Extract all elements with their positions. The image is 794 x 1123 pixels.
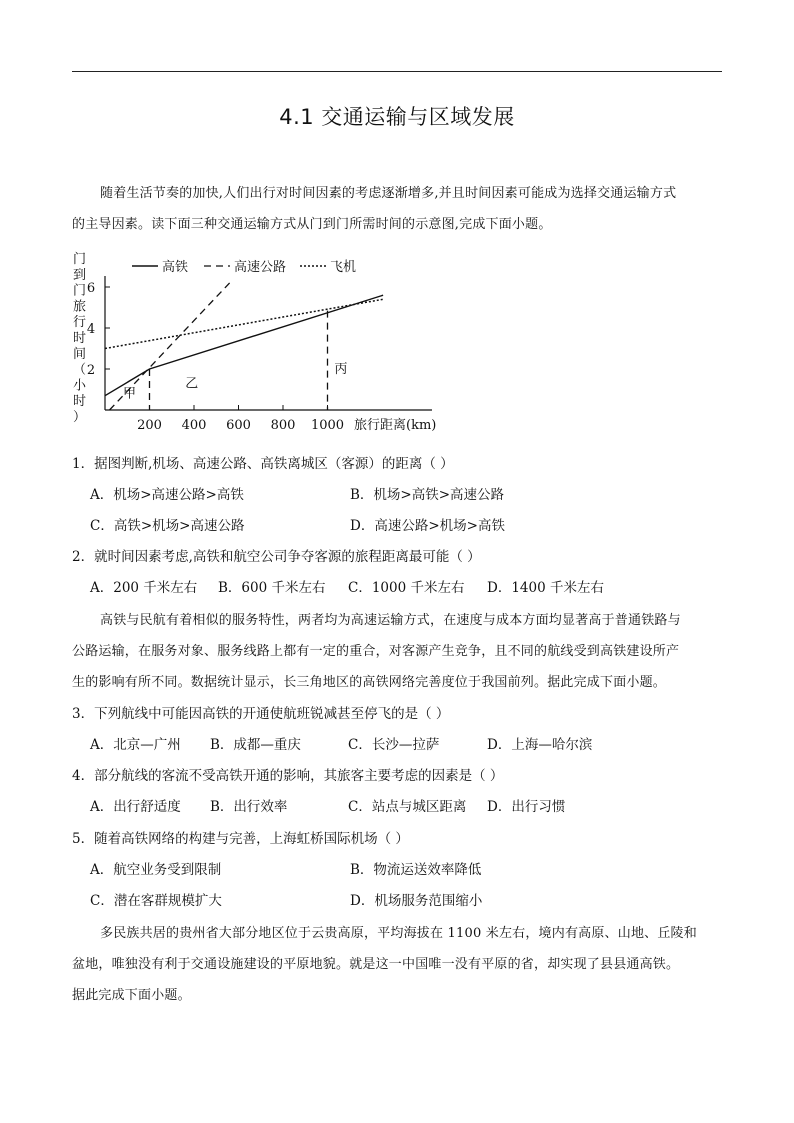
intro-2-line-2: 公路运输，在服务对象、服务线路上都有一定的重合，对客源产生竞争，且不同的航线受到高铁建设所产	[72, 644, 680, 659]
q1-option-b[interactable]: B．机场>高铁>高速公路	[350, 487, 505, 503]
y-tick-label: 6	[86, 281, 96, 296]
question-4-stem: 4．部分航线的客流不受高铁开通的影响，其旅客主要考虑的因素是（ ）	[72, 768, 504, 784]
intro-passage-3	[72, 918, 724, 1011]
y-axis-label-char: 间	[73, 346, 87, 362]
q3-option-c[interactable]: C．长沙—拉萨	[348, 737, 440, 753]
x-tick-label: 400	[181, 418, 207, 433]
y-axis-label-char: 旅	[73, 299, 87, 315]
y-tick-label: 2	[86, 363, 96, 378]
question-5-stem: 5．随着高铁网络的构建与完善，上海虹桥国际机场（ ）	[72, 831, 409, 847]
page-title: 4.1 交通运输与区域发展	[279, 105, 515, 129]
q5-option-a[interactable]: A．航空业务受到限制	[90, 862, 222, 878]
intro-2-line-3: 生的影响有所不同。数据统计显示，长三角地区的高铁网络完善度位于我国前列。据此完成下面小题。	[72, 675, 667, 690]
q1-option-c[interactable]: C．高铁>机场>高速公路	[90, 518, 245, 534]
y-axis-label-char: 行	[73, 315, 87, 331]
intro-3-line-3: 据此完成下面小题。	[72, 988, 191, 1003]
header-rule	[72, 71, 722, 72]
legend-label: 高铁	[162, 260, 189, 275]
series-line-solid	[105, 295, 383, 396]
y-axis-label-char: ）	[73, 410, 87, 425]
q5-option-c[interactable]: C．潜在客群规模扩大	[90, 893, 222, 909]
q2-option-d[interactable]: D．1400 千米左右	[487, 580, 604, 596]
x-axis-label: 旅行距离(km)	[354, 418, 437, 433]
intro-passage-1	[72, 178, 724, 240]
y-axis-label-char: 门	[73, 252, 87, 267]
y-tick-label: 4	[86, 322, 96, 337]
region-label: 甲	[122, 386, 136, 402]
legend-label: 高速公路	[234, 260, 287, 275]
intro-2-line-1: 高铁与民航有着相似的服务特性，两者均为高速运输方式，在速度与成本方面均显著高于普通铁路与	[100, 613, 681, 628]
region-label: 乙	[185, 376, 199, 392]
intro-1-line-2: 的主导因素。读下面三种交通运输方式从门到门所需时间的示意图,完成下面小题。	[72, 217, 552, 232]
q5-option-d[interactable]: D．机场服务范围缩小	[350, 893, 483, 909]
legend-label: 飞机	[330, 260, 357, 275]
q2-option-b[interactable]: B．600 千米左右	[218, 580, 326, 596]
q4-option-d[interactable]: D．出行习惯	[487, 799, 566, 815]
q3-option-b[interactable]: B．成都—重庆	[210, 737, 301, 753]
q2-option-a[interactable]: A．200 千米左右	[90, 580, 198, 596]
y-axis-label-char: 门	[73, 283, 87, 299]
q2-option-c[interactable]: C．1000 千米左右	[348, 580, 465, 596]
x-tick-label: 600	[226, 418, 251, 433]
intro-3-line-1: 多民族共居的贵州省大部分地区位于云贵高原，平均海拔在 1100 米左右，境内有高原、山地、丘陵和	[100, 926, 697, 941]
travel-time-chart	[70, 248, 460, 433]
y-axis-label-char: 时	[73, 331, 87, 346]
x-tick-label: 200	[137, 418, 162, 433]
question-1-stem: 1．据图判断,机场、高速公路、高铁离城区（客源）的距离（ ）	[72, 456, 454, 472]
q4-option-c[interactable]: C．站点与城区距离	[348, 799, 467, 815]
region-label: 丙	[334, 362, 348, 378]
q4-option-a[interactable]: A．出行舒适度	[90, 799, 181, 815]
question-3-stem: 3．下列航线中可能因高铁的开通使航班锐减甚至停飞的是（ ）	[72, 706, 450, 722]
q3-option-a[interactable]: A．北京—广州	[90, 737, 181, 753]
y-axis-label-char: （	[73, 362, 87, 378]
q3-option-d[interactable]: D．上海—哈尔滨	[487, 737, 593, 753]
y-axis-label-char: 时	[73, 394, 87, 410]
q4-option-b[interactable]: B．出行效率	[210, 799, 288, 815]
x-tick-label: 1000	[310, 418, 345, 433]
y-axis-label-char: 到	[73, 267, 87, 283]
q1-option-a[interactable]: A．机场>高速公路>高铁	[90, 487, 244, 503]
intro-passage-2	[72, 605, 724, 698]
y-axis-label-char: 小	[73, 378, 87, 394]
q1-option-d[interactable]: D．高速公路>机场>高铁	[350, 518, 505, 534]
question-2-stem: 2．就时间因素考虑,高铁和航空公司争夺客源的旅程距离最可能（ ）	[72, 549, 481, 565]
series-line-dotted	[105, 299, 383, 348]
intro-3-line-2: 盆地，唯独没有利于交通设施建设的平原地貌。就是这一中国唯一没有平原的省，却实现了县县通高铁。	[72, 957, 680, 972]
intro-1-line-1: 随着生活节奏的加快,人们出行对时间因素的考虑逐渐增多,并且时间因素可能成为选择交通运输方式	[100, 186, 677, 201]
x-tick-label: 800	[270, 418, 296, 433]
q5-option-b[interactable]: B．物流运送效率降低	[350, 862, 482, 878]
